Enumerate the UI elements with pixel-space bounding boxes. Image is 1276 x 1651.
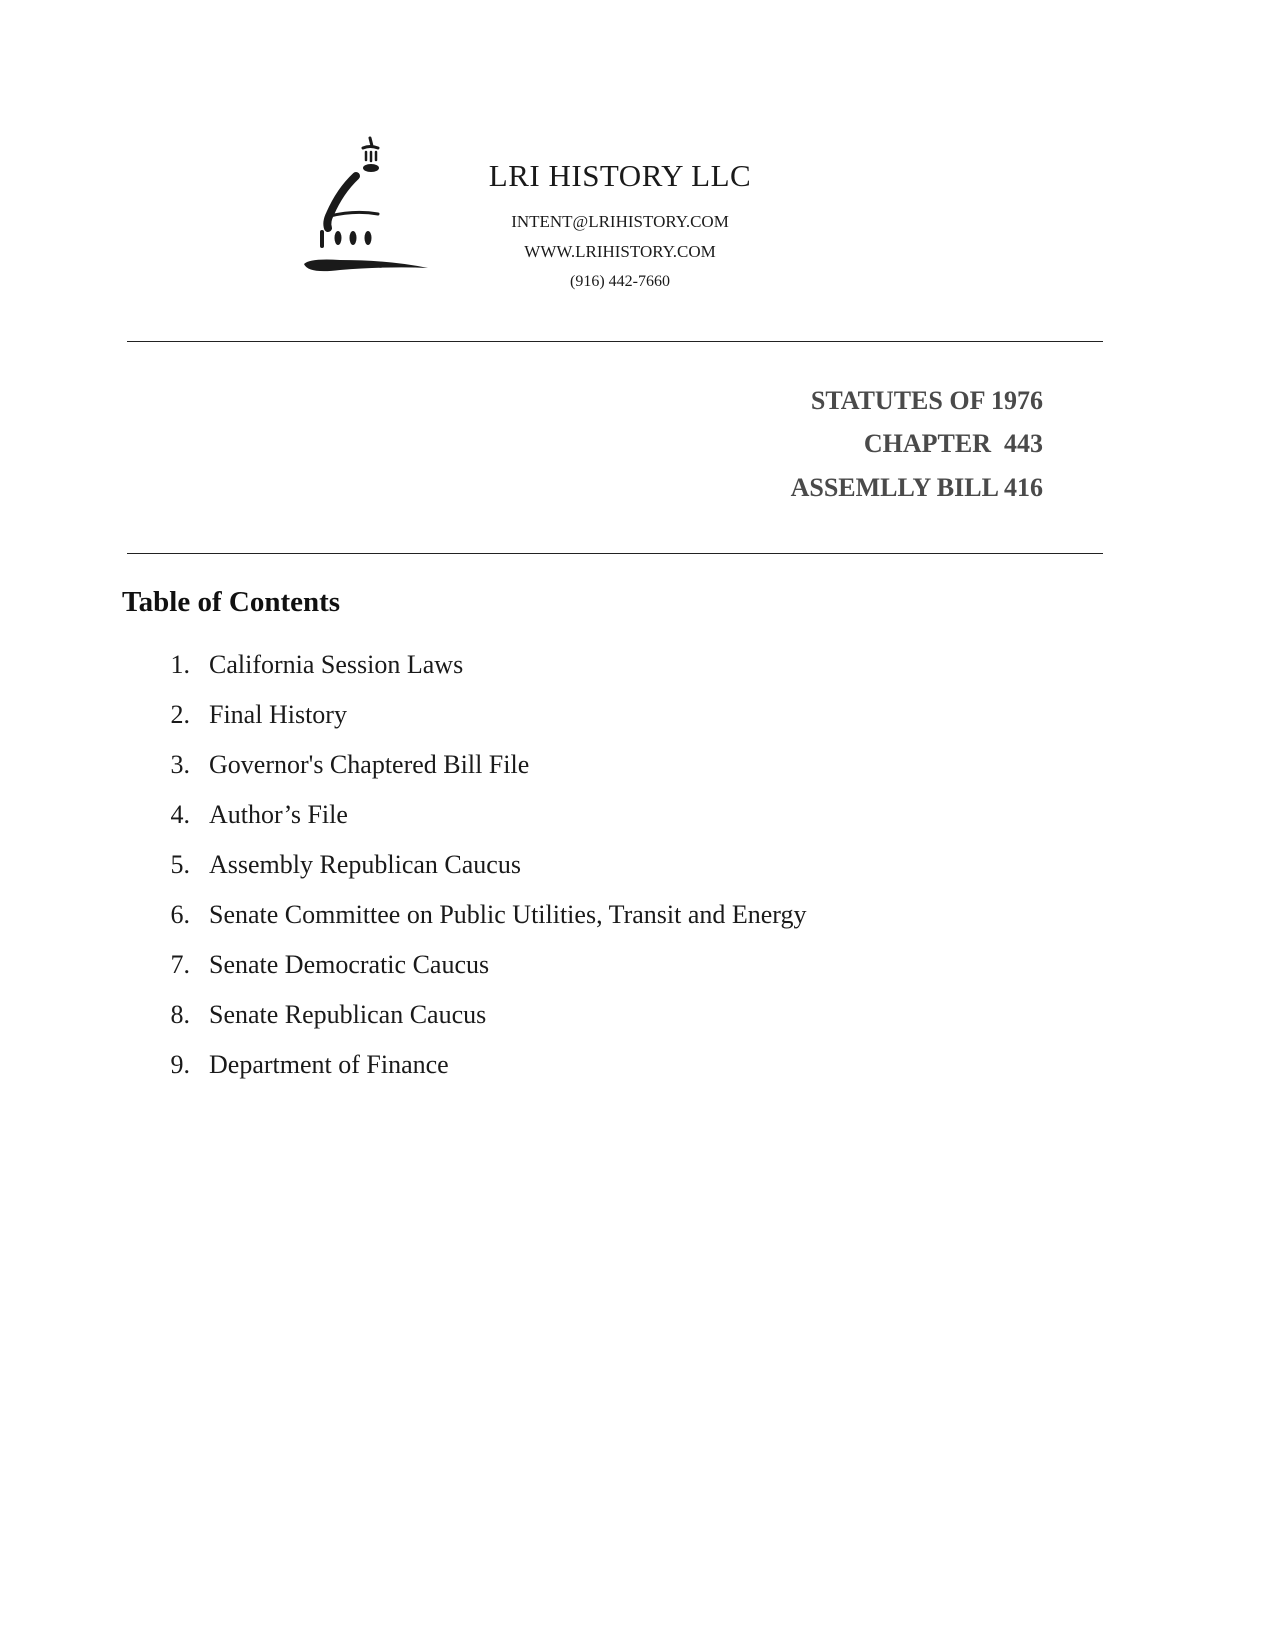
toc-item-label: Senate Democratic Caucus [209,950,490,979]
toc-item [140,850,806,900]
toc-item-label: California Session Laws [209,650,464,679]
toc-item-number: 2. [170,700,190,729]
toc-item-label: Final History [209,700,347,729]
toc-item-number: 4. [170,800,190,829]
capitol-dome-icon [300,136,435,286]
firm-phone: (916) 442-7660 [570,273,670,290]
statute-year: STATUTES OF 1976 [810,386,1043,415]
toc-list [140,650,806,1100]
statute-bill: ASSEMLLY BILL 416 [790,473,1043,502]
toc-item-label: Author’s File [209,800,348,829]
firm-website: WWW.LRIHISTORY.COM [524,242,716,261]
toc-item-label: Senate Committee on Public Utilities, Transit and Energy [209,900,807,929]
toc-item [140,1050,806,1100]
toc-item-label: Governor's Chaptered Bill File [209,750,530,779]
toc-item [140,800,806,850]
toc-item-number: 1. [170,650,190,679]
toc-item [140,700,806,750]
header-divider [127,341,1103,342]
toc-item-number: 7. [170,950,190,979]
toc-item-number: 9. [170,1050,190,1079]
toc-title: Table of Contents [122,586,341,618]
firm-email: INTENT@LRIHISTORY.COM [511,212,729,231]
toc-item [140,750,806,800]
toc-item-label: Department of Finance [209,1050,449,1079]
toc-item-number: 8. [170,1000,190,1029]
statute-chapter: CHAPTER 443 [863,429,1043,458]
toc-item [140,950,806,1000]
toc-item [140,1000,806,1050]
toc-item-label: Senate Republican Caucus [209,1000,487,1029]
toc-item [140,650,806,700]
toc-item-label: Assembly Republican Caucus [209,850,521,879]
toc-item [140,900,806,950]
toc-item-number: 6. [170,900,190,929]
toc-item-number: 3. [170,750,190,779]
firm-name: LRI HISTORY LLC [488,158,752,193]
toc-item-number: 5. [170,850,190,879]
section-divider [127,553,1103,554]
